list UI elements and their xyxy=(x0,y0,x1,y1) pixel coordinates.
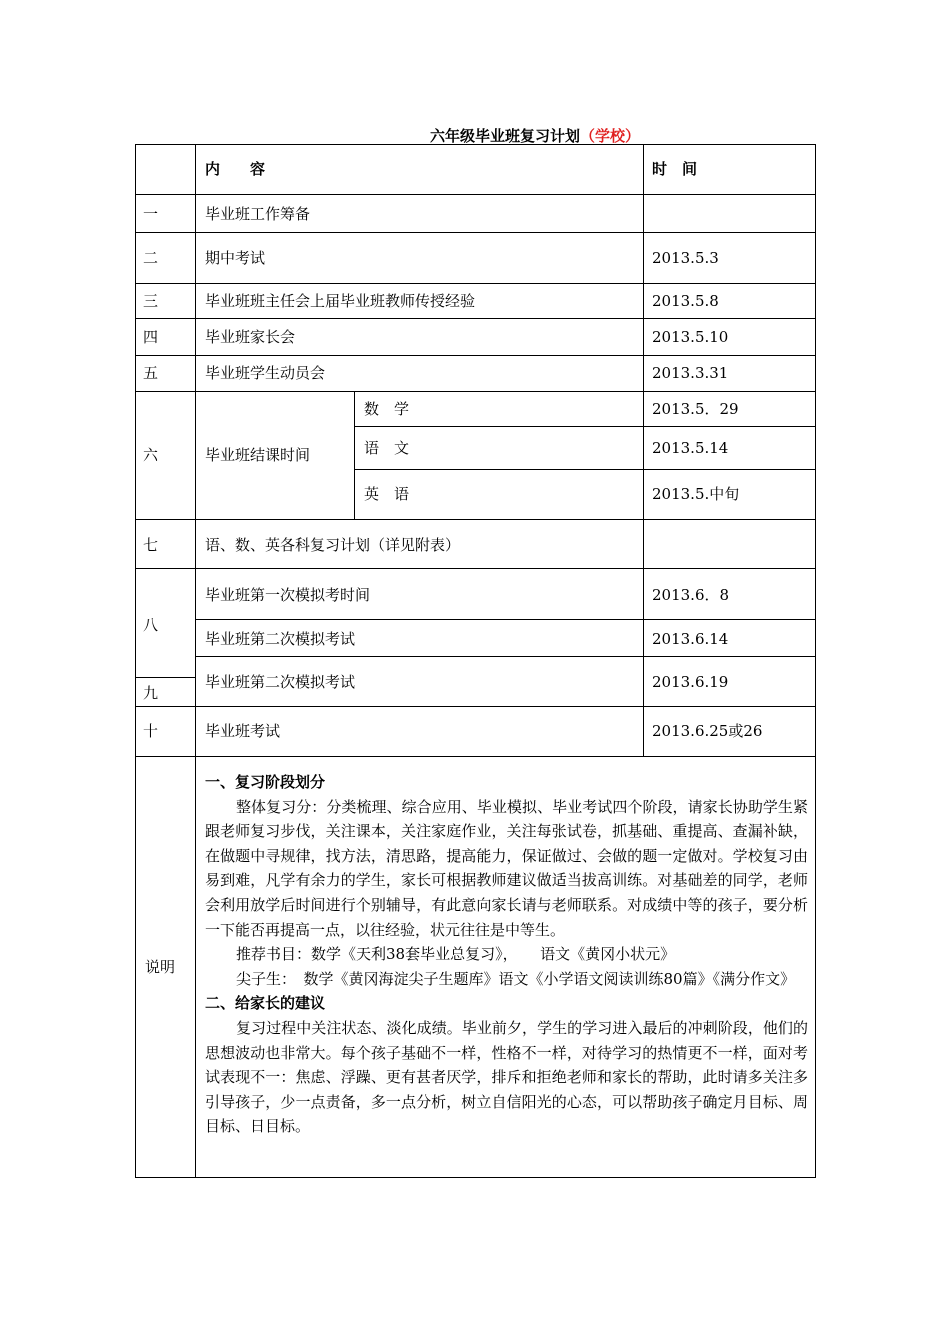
top-students-books: 尖子生： 数学《黄冈海淀尖子生题库》语文《小学语文阅读训练80篇》《满分作文》 xyxy=(236,969,796,988)
row-8a-item: 毕业班第一次模拟考时间 xyxy=(205,586,371,604)
row-8a-time: 2013.6．8 xyxy=(652,586,730,604)
section2-title: 二、给家长的建议 xyxy=(205,994,326,1013)
row-8b-time: 2013.6.14 xyxy=(652,630,729,648)
notes-label: 说明 xyxy=(145,958,176,976)
row-8-num: 八 xyxy=(143,616,159,634)
title-main: 六年级毕业班复习计划 xyxy=(429,127,580,145)
row-6-num: 六 xyxy=(143,446,159,464)
title-open-paren: （ xyxy=(579,127,595,145)
row-10-num: 十 xyxy=(143,722,159,740)
section2-body: 复习过程中关注状态、淡化成绩。毕业前夕，学生的学习进入最后的冲刺阶段，他们的思想波动也非常大。每个孩子基础不一样，性格不一样，对待学习的热情更不一样，面对考试表现不一：焦虑、浮躁、更有甚者厌学，排斥和拒绝老师和家长的帮助，此时请多关注多引导孩子，少一点责备，多一点分析，树立自信阳光的心态，可以帮助孩子确定月目标、周目标、日目标。 xyxy=(205,1018,808,1136)
subject-chinese: 语 文 xyxy=(364,439,410,457)
section1-title: 一、复习阶段划分 xyxy=(205,773,326,791)
row-9-num: 九 xyxy=(143,684,159,702)
subject-math-time: 2013.5．29 xyxy=(652,400,739,418)
title-school: 学校 xyxy=(595,127,626,145)
row-9-time: 2013.6.19 xyxy=(652,673,729,691)
row-2-item: 期中考试 xyxy=(205,249,266,267)
subject-english-time: 2013.5.中旬 xyxy=(652,485,740,503)
row-7-num: 七 xyxy=(143,536,159,554)
row-5-num: 五 xyxy=(143,364,159,382)
row-5-time: 2013.3.31 xyxy=(652,364,729,382)
row-3-item: 毕业班班主任会上届毕业班教师传授经验 xyxy=(205,292,476,310)
row-10-item: 毕业班考试 xyxy=(205,722,281,740)
row-4-time: 2013.5.10 xyxy=(652,328,729,346)
section1-body: 整体复习分：分类梳理、综合应用、毕业模拟、毕业考试四个阶段，请家长协助学生紧跟老师复习步伐，关注课本，关注家庭作业，关注每张试卷，抓基础、重提高、查漏补缺，在做题中寻规律，找方法，清思路，提高能力，保证做过、会做的题一定做对。学校复习由易到难，凡学有余力的学生，家长可根据教师建议做适当拔高训练。对基础差的同学，老师会利用放学后时间进行个别辅导，有此意向家长请与老师联系。对成绩中等的孩子，要分析一下能否再提高一点，以往经验，状元往往是中等生。 xyxy=(205,797,808,939)
row-10-time: 2013.6.25或26 xyxy=(652,722,763,740)
row-2-time: 2013.5.3 xyxy=(652,249,719,267)
row-4-item: 毕业班家长会 xyxy=(205,328,296,346)
header-time: 时 间 xyxy=(652,160,698,178)
row-8b-item: 毕业班第二次模拟考试 xyxy=(205,630,356,648)
row-1-item: 毕业班工作筹备 xyxy=(205,205,311,223)
row-4-num: 四 xyxy=(143,328,159,346)
row-5-item: 毕业班学生动员会 xyxy=(205,364,326,382)
header-content: 内 容 xyxy=(205,160,266,178)
subject-math: 数 学 xyxy=(364,400,410,418)
row-3-time: 2013.5.8 xyxy=(652,292,719,310)
subject-chinese-time: 2013.5.14 xyxy=(652,439,729,457)
row-1-num: 一 xyxy=(143,205,159,223)
recommended-books: 推荐书目：数学《天利38套毕业总复习》， 语文《黄冈小状元》 xyxy=(236,945,676,964)
subject-english: 英 语 xyxy=(364,485,410,503)
row-6-item: 毕业班结课时间 xyxy=(205,446,311,464)
row-3-num: 三 xyxy=(143,292,159,310)
row-2-num: 二 xyxy=(143,249,159,267)
title-close-paren: ） xyxy=(625,127,641,145)
row-9-item: 毕业班第二次模拟考试 xyxy=(205,673,356,691)
notes-content xyxy=(205,770,808,1139)
row-7-item: 语、数、英各科复习计划（详见附表） xyxy=(205,536,461,554)
